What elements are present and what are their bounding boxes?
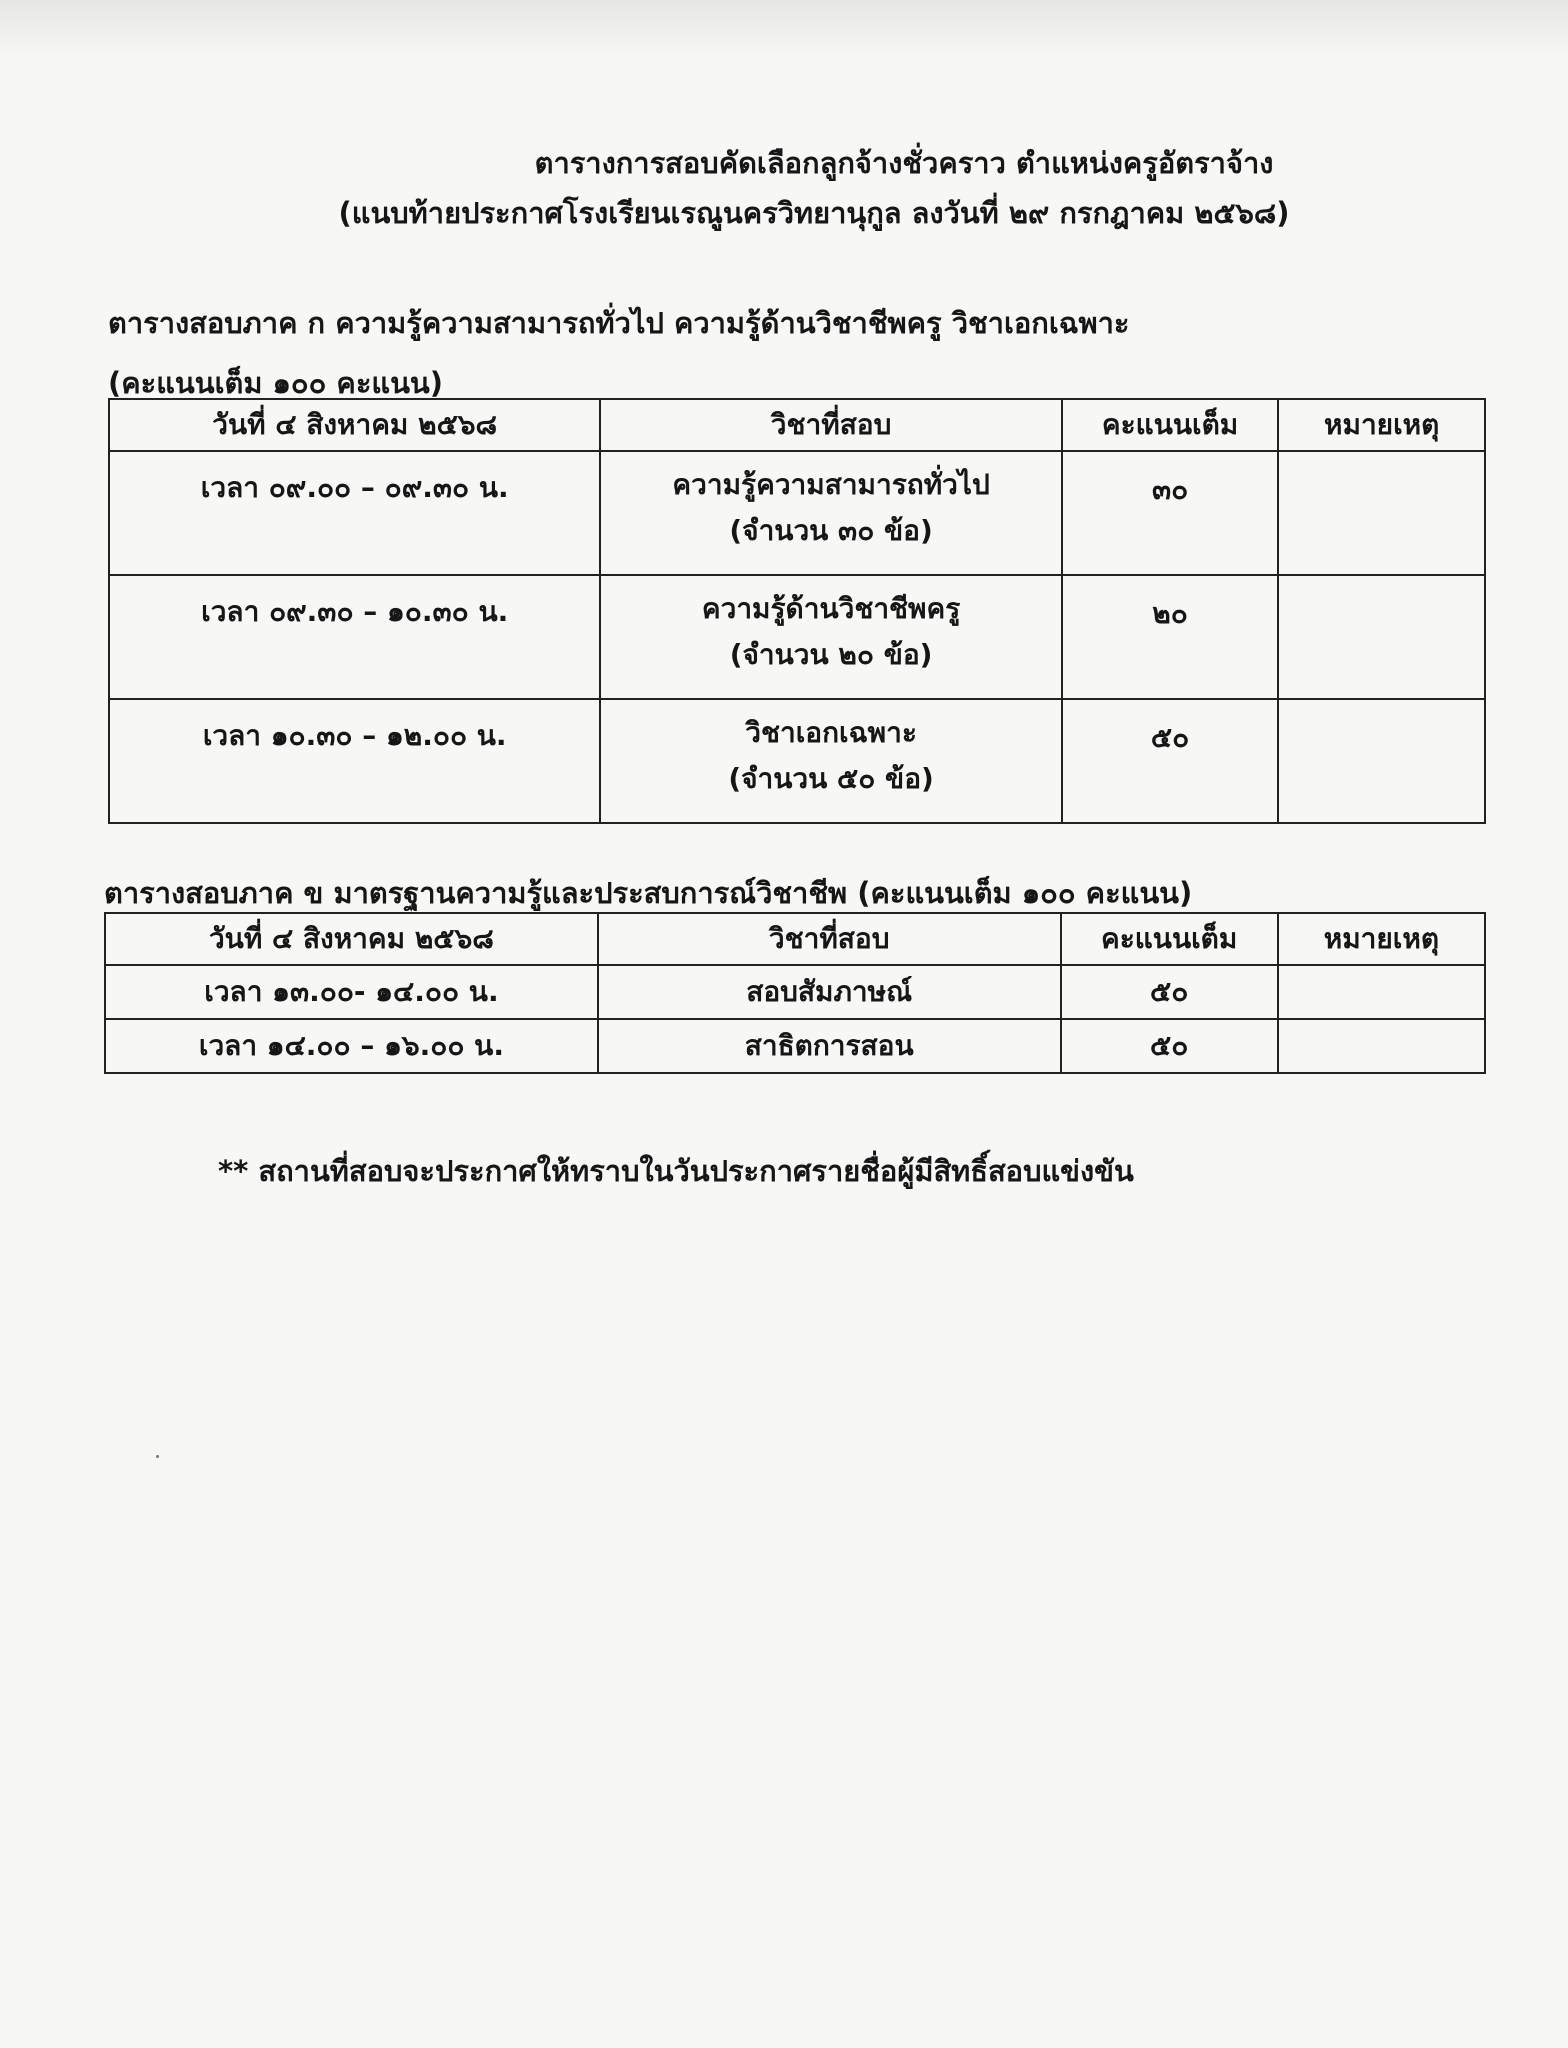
table-row <box>109 699 1485 823</box>
row-time: เวลา ๑๓.๐๐- ๑๔.๐๐ น. <box>105 965 598 1019</box>
table-row <box>105 965 1485 1019</box>
section-a-heading: ตารางสอบภาค ก ความรู้ความสามารถทั่วไป ความรู้ด้านวิชาชีพครู วิชาเอกเฉพาะ <box>108 306 1130 340</box>
header-subject: วิชาที่สอบ <box>600 399 1061 451</box>
row-note <box>1278 965 1485 1019</box>
row-note <box>1278 699 1485 823</box>
question-count: (จำนวน ๒๐ ข้อ) <box>729 638 933 671</box>
header-note: หมายเหตุ <box>1278 399 1485 451</box>
subject-name: วิชาเอกเฉพาะ <box>745 716 917 749</box>
paper-speck <box>156 1455 159 1458</box>
header-note: หมายเหตุ <box>1278 913 1485 965</box>
row-score: ๓๐ <box>1062 451 1279 575</box>
header-subject: วิชาที่สอบ <box>598 913 1061 965</box>
question-count: (จำนวน ๓๐ ข้อ) <box>729 514 933 547</box>
row-subject: สอบสัมภาษณ์ <box>598 965 1061 1019</box>
section-b-schedule-table <box>104 912 1486 1074</box>
venue-footnote: ** สถานที่สอบจะประกาศให้ทราบในวันประกาศรายชื่อผู้มีสิทธิ์สอบแข่งขัน <box>218 1154 1134 1188</box>
header-date: วันที่ ๔ สิงหาคม ๒๕๖๘ <box>109 399 600 451</box>
document-title: ตารางการสอบคัดเลือกลูกจ้างชั่วคราว ตำแหน่งครูอัตราจ้าง <box>534 146 1274 180</box>
row-score: ๕๐ <box>1062 699 1279 823</box>
header-score: คะแนนเต็ม <box>1061 913 1278 965</box>
row-note <box>1278 1019 1485 1073</box>
table-row <box>109 575 1485 699</box>
row-time: เวลา ๐๙.๓๐ – ๑๐.๓๐ น. <box>109 575 600 699</box>
document-subtitle: (แนบท้ายประกาศโรงเรียนเรณูนครวิทยานุกูล ลงวันที่ ๒๙ กรกฎาคม ๒๕๖๘) <box>338 196 1290 230</box>
row-time: เวลา ๑๔.๐๐ – ๑๖.๐๐ น. <box>105 1019 598 1073</box>
table-header-row <box>105 913 1485 965</box>
row-subject <box>600 575 1061 699</box>
subject-name: ความรู้ความสามารถทั่วไป <box>672 468 990 501</box>
row-note <box>1278 451 1485 575</box>
row-score: ๕๐ <box>1061 1019 1278 1073</box>
row-time: เวลา ๑๐.๓๐ – ๑๒.๐๐ น. <box>109 699 600 823</box>
table-header-row <box>109 399 1485 451</box>
table-row <box>109 451 1485 575</box>
section-b-heading: ตารางสอบภาค ข มาตรฐานความรู้และประสบการณ์วิชาชีพ (คะแนนเต็ม ๑๐๐ คะแนน) <box>104 876 1193 910</box>
header-score: คะแนนเต็ม <box>1062 399 1279 451</box>
row-score: ๕๐ <box>1061 965 1278 1019</box>
paper-top-shadow <box>0 0 1568 60</box>
subject-name: ความรู้ด้านวิชาชีพครู <box>701 592 961 625</box>
question-count: (จำนวน ๕๐ ข้อ) <box>728 762 934 795</box>
section-a-schedule-table <box>108 398 1486 824</box>
row-subject: สาธิตการสอน <box>598 1019 1061 1073</box>
row-subject <box>600 699 1061 823</box>
row-score: ๒๐ <box>1062 575 1279 699</box>
row-time: เวลา ๐๙.๐๐ – ๐๙.๓๐ น. <box>109 451 600 575</box>
section-a-total-score: (คะแนนเต็ม ๑๐๐ คะแนน) <box>108 366 444 400</box>
header-date: วันที่ ๔ สิงหาคม ๒๕๖๘ <box>105 913 598 965</box>
row-note <box>1278 575 1485 699</box>
table-row <box>105 1019 1485 1073</box>
row-subject <box>600 451 1061 575</box>
